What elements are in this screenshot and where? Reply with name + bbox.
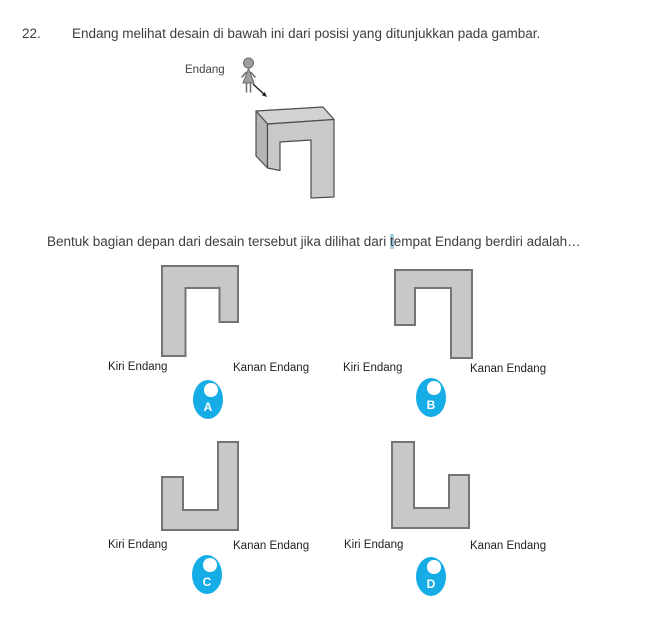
option-c-badge[interactable]	[192, 555, 222, 594]
option-d-shape	[391, 441, 470, 529]
option-a-letter: A	[203, 400, 213, 414]
option-d-badge[interactable]	[416, 557, 446, 596]
option-b-shape	[394, 269, 473, 359]
design-front-face	[268, 120, 335, 199]
badge-dot-icon	[427, 560, 441, 574]
option-c-letter: C	[202, 575, 212, 589]
option-a-badge[interactable]	[193, 380, 223, 419]
person-figure-icon	[236, 54, 272, 102]
option-c-right-label: Kanan Endang	[233, 540, 310, 552]
question-text: Endang melihat desain di bawah ini dari posisi yang ditunjukkan pada gambar.	[72, 26, 541, 41]
question-prompt	[47, 234, 581, 249]
badge-dot-icon	[203, 558, 217, 572]
option-d-left-label: Kiri Endang	[344, 539, 404, 551]
person-figure-label: Endang	[185, 64, 225, 76]
design-3d-figure	[250, 104, 340, 204]
prompt-after: empat Endang berdiri adalah…	[393, 234, 581, 249]
person-head	[244, 58, 254, 68]
view-direction-arrow	[253, 84, 264, 94]
option-b-left-label: Kiri Endang	[343, 362, 403, 374]
question-number: 22.	[22, 26, 41, 41]
option-b-right-label: Kanan Endang	[470, 363, 547, 375]
option-b-badge[interactable]	[416, 378, 446, 417]
option-a-right-label: Kanan Endang	[233, 362, 310, 374]
person-dress	[243, 69, 254, 84]
text-selection-highlight: t	[389, 234, 394, 249]
badge-dot-icon	[204, 383, 218, 397]
option-a-shape	[161, 265, 239, 357]
option-d-right-label: Kanan Endang	[470, 540, 547, 552]
option-a-left-label: Kiri Endang	[108, 361, 168, 373]
prompt-before: Bentuk bagian depan dari desain tersebut jika dilihat dari	[47, 234, 390, 249]
option-c-left-label: Kiri Endang	[108, 539, 168, 551]
option-c-shape	[161, 441, 239, 531]
option-d-letter: D	[426, 577, 436, 591]
badge-dot-icon	[427, 381, 441, 395]
option-b-letter: B	[426, 398, 436, 412]
